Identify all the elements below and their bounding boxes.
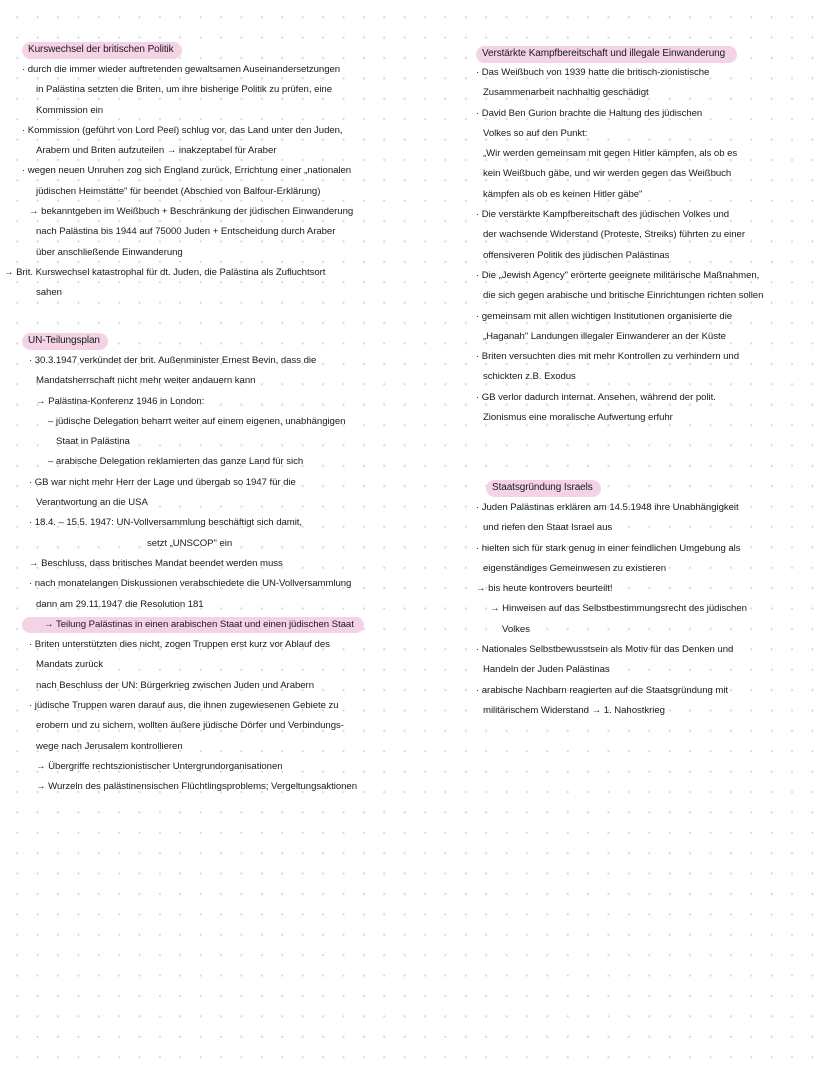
note-line: · jüdische Truppen waren darauf aus, die ihnen zugewiesenen Gebiete zu xyxy=(29,700,339,712)
note-line: · nach monatelangen Diskussionen verabschiedete die UN-Vollversammlung xyxy=(29,578,352,590)
note-line: · Nationales Selbstbewusstsein als Motiv für das Denken und xyxy=(476,644,734,656)
note-line: Mandatsherrschaft nicht mehr weiter andauern kann xyxy=(36,375,256,387)
quote-line: kein Weißbuch gäbe, und wir werden gegen das Weißbuch xyxy=(483,168,732,180)
highlighted-conclusion: → Teilung Palästinas in einen arabischen Staat und einen jüdischen Staat xyxy=(22,617,364,633)
note-line: nach Beschluss der UN: Bürgerkrieg zwischen Juden und Arabern xyxy=(36,679,314,691)
note-line: → bekanntgeben im Weißbuch + Beschränkung der jüdischen Einwanderung xyxy=(29,206,354,218)
note-line: Zionismus eine moralische Aufwertung erfuhr xyxy=(483,412,673,424)
section-heading: Staatsgründung Israels xyxy=(486,480,601,497)
note-line: Verantwortung an die USA xyxy=(36,497,148,509)
note-line: – jüdische Delegation beharrt weiter auf einem eigenen, unabhängigen xyxy=(48,415,346,427)
note-line: · durch die immer wieder auftretenden gewaltsamen Auseinandersetzungen xyxy=(22,64,341,75)
section-un-teilungsplan xyxy=(22,330,442,798)
quote-line: „Wir werden gemeinsam mit gegen Hitler kämpfen, als ob es xyxy=(483,148,738,160)
note-line: Handeln der Juden Palästinas xyxy=(483,664,610,676)
section-staatsgruendung xyxy=(476,477,822,721)
note-line: · GB war nicht mehr Herr der Lage und übergab so 1947 für die xyxy=(29,476,296,488)
note-line: eigenständiges Gemeinwesen zu existieren xyxy=(483,562,667,574)
note-line: · Das Weißbuch von 1939 hatte die britisch-zionistische xyxy=(476,67,710,78)
note-line: Staat in Palästina xyxy=(56,436,130,448)
section-heading: Verstärkte Kampfbereitschaft und illegale Einwanderung xyxy=(476,46,737,63)
note-line: Mandats zurück xyxy=(36,659,104,671)
note-line: → Palästina-Konferenz 1946 in London: xyxy=(36,395,205,407)
note-line: · Die verstärkte Kampfbereitschaft des jüdischen Volkes und xyxy=(476,209,730,221)
note-line: · David Ben Gurion brachte die Haltung des jüdischen xyxy=(476,107,703,119)
note-line: · 18.4. – 15.5. 1947: UN-Vollversammlung beschäftigt sich damit, xyxy=(29,517,303,529)
note-line: dann am 29.11.1947 die Resolution 181 xyxy=(36,598,204,610)
note-line: die sich gegen arabische und britische Einrichtungen richten sollen xyxy=(483,290,764,302)
quote-line: kämpfen als ob es keinen Hitler gäbe" xyxy=(483,188,643,200)
section-heading: Kurswechsel der britischen Politik xyxy=(22,42,182,59)
note-line: → bis heute kontrovers beurteilt! xyxy=(476,583,613,595)
note-line: wege nach Jerusalem kontrollieren xyxy=(36,740,183,752)
note-line: und riefen den Staat Israel aus xyxy=(483,522,613,534)
section-heading: UN-Teilungsplan xyxy=(22,333,108,350)
note-line: militärischem Widerstand → 1. Nahostkrieg xyxy=(483,704,665,716)
note-line: Zusammenarbeit nachhaltig geschädigt xyxy=(483,87,649,99)
note-line: Kommission ein xyxy=(36,104,104,116)
note-line: → Hinweisen auf das Selbstbestimmungsrecht des jüdischen xyxy=(490,603,747,615)
note-line: über anschließende Einwanderung xyxy=(36,246,183,258)
note-line: sahen xyxy=(36,287,62,299)
section-kampfbereitschaft xyxy=(476,43,822,428)
note-line: erobern und zu sichern, wollten äußere jüdische Dörfer und Verbindungs- xyxy=(36,720,344,732)
note-line: Arabern und Briten aufzuteilen → inakzeptabel für Araber xyxy=(36,145,277,157)
note-line: in Palästina setzten die Briten, um ihre bisherige Politik zu prüfen, eine xyxy=(36,84,333,96)
note-line: setzt „UNSCOP" ein xyxy=(147,537,233,549)
section-kurswechsel xyxy=(4,39,442,304)
note-line: Volkes so auf den Punkt: xyxy=(483,127,588,139)
note-line: · gemeinsam mit allen wichtigen Institutionen organisierte die xyxy=(476,310,733,322)
note-line: nach Palästina bis 1944 auf 75000 Juden + Entscheidung durch Araber xyxy=(36,226,336,238)
note-line: · Kommission (geführt von Lord Peel) schlug vor, das Land unter den Juden, xyxy=(22,124,343,136)
note-line: der wachsende Widerstand (Proteste, Streiks) führten zu einer xyxy=(483,229,745,241)
note-line: Volkes xyxy=(502,623,530,635)
note-line: · wegen neuen Unruhen zog sich England zurück, Errichtung einer „nationalen xyxy=(22,165,352,177)
note-line: → Übergriffe rechtszionistischer Untergrundorganisationen xyxy=(36,760,283,772)
note-line: · Briten versuchten dies mit mehr Kontrollen zu verhindern und xyxy=(476,351,739,363)
note-line: offensiveren Politik des jüdischen Palästinas xyxy=(483,249,670,261)
note-line: → Brit. Kurswechsel katastrophal für dt. Juden, die Palästina als Zufluchtsort xyxy=(4,266,326,278)
note-line: jüdischen Heimstätte" für beendet (Abschied von Balfour-Erklärung) xyxy=(36,185,321,197)
note-line: · Juden Palästinas erklären am 14.5.1948 ihre Unabhängigkeit xyxy=(476,502,739,513)
note-line: „Haganah" Landungen illegaler Einwanderer an der Küste xyxy=(483,330,726,342)
note-line: → Beschluss, dass britisches Mandat beendet werden muss xyxy=(29,557,283,569)
note-line: · GB verlor dadurch internat. Ansehen, während der polit. xyxy=(476,391,716,403)
note-line: → Wurzeln des palästinensischen Flüchtlingsproblems; Vergeltungsaktionen xyxy=(36,781,357,793)
note-line: – arabische Delegation reklamierten das ganze Land für sich xyxy=(48,456,304,468)
note-line: · hielten sich für stark genug in einer feindlichen Umgebung als xyxy=(476,542,741,554)
note-line: · Die „Jewish Agency" erörterte geeignete militärische Maßnahmen, xyxy=(476,269,760,281)
note-line: schickten z.B. Exodus xyxy=(483,371,576,383)
note-line: · Briten unterstützten dies nicht, zogen Truppen erst kurz vor Ablauf des xyxy=(29,639,330,651)
note-line: · 30.3.1947 verkündet der brit. Außenminister Ernest Bevin, dass die xyxy=(29,355,317,366)
note-line: · arabische Nachbarn reagierten auf die Staatsgründung mit xyxy=(476,684,729,696)
